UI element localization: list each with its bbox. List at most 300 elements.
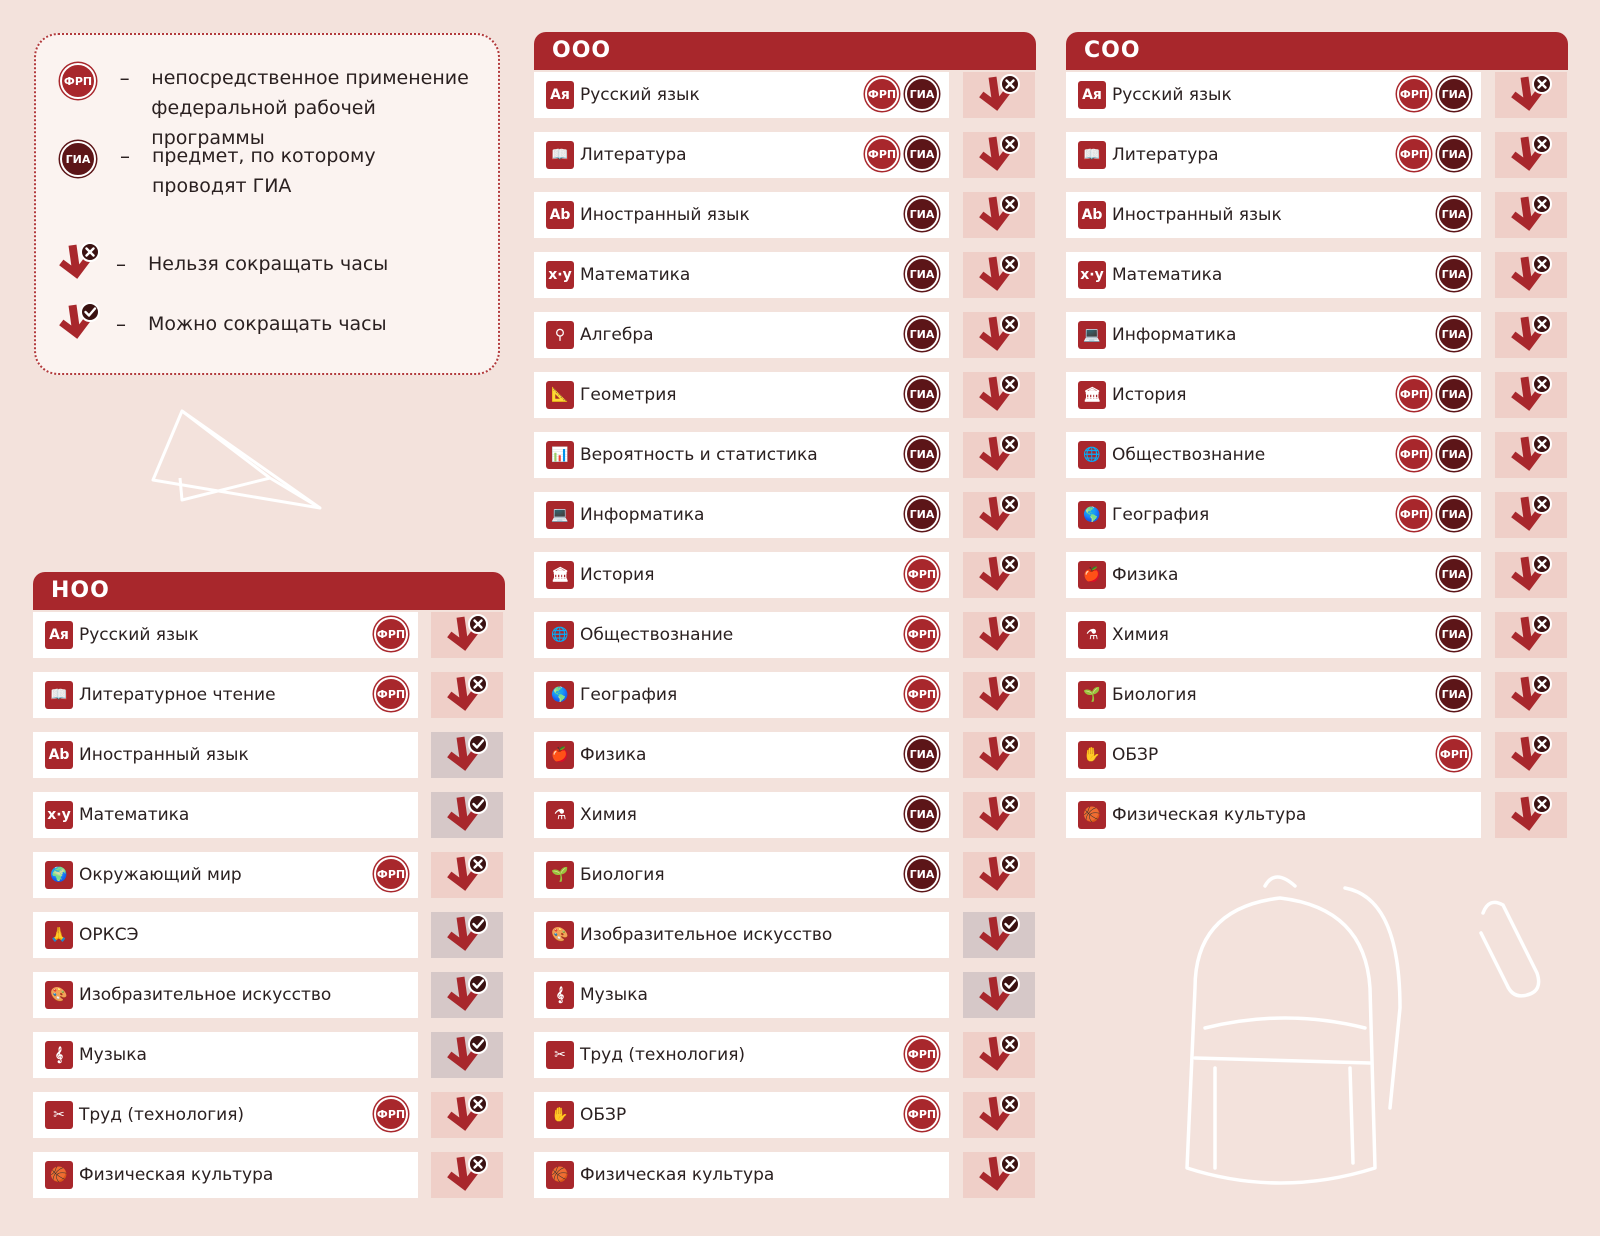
no-reduce-arrow-icon: [1508, 373, 1554, 417]
plant-icon: 🌱: [546, 861, 574, 889]
gia-badge-icon: ГИА: [905, 257, 939, 291]
no-reduce-arrow-icon: [1508, 133, 1554, 177]
gia-badge-icon: ГИА: [1437, 437, 1471, 471]
no-reduce-cell: [963, 192, 1035, 238]
subject-label: Иностранный язык: [79, 745, 249, 765]
subject-cell: [534, 372, 949, 418]
table-row: [534, 792, 1036, 838]
table-row: [534, 312, 1036, 358]
tools-icon: ✂: [546, 1041, 574, 1069]
no-reduce-cell: [963, 132, 1035, 178]
table-row: [1066, 552, 1568, 598]
no-reduce-cell: [1495, 732, 1567, 778]
music-icon: 𝄞: [546, 981, 574, 1009]
no-reduce-arrow-icon: [976, 1093, 1022, 1137]
tools-icon: ✂: [45, 1101, 73, 1129]
frp-badge-icon: ФРП: [60, 63, 96, 99]
book-icon: 📖: [546, 141, 574, 169]
subject-cell: [534, 732, 949, 778]
globe-icon: 🌎: [1078, 501, 1106, 529]
society-icon: 🌐: [546, 621, 574, 649]
ooo-header: ООО: [534, 32, 1036, 70]
subject-label: Информатика: [1112, 325, 1237, 345]
legend: [34, 33, 500, 375]
table-row: [33, 732, 505, 778]
globe-icon: 🌎: [546, 681, 574, 709]
no-reduce-arrow-icon: [1508, 73, 1554, 117]
no-reduce-arrow-icon: [1508, 673, 1554, 717]
subject-cell: [1066, 552, 1481, 598]
table-row: [33, 1092, 505, 1138]
subject-cell: [534, 132, 949, 178]
computer-icon: 💻: [546, 501, 574, 529]
subject-label: Музыка: [79, 1045, 147, 1065]
noo-table: [33, 572, 505, 1185]
gia-badge-icon: ГИА: [1437, 677, 1471, 711]
table-row: [534, 1092, 1036, 1138]
book-icon: 📖: [1078, 141, 1106, 169]
no-reduce-cell: [963, 612, 1035, 658]
table-row: [1066, 732, 1568, 778]
no-reduce-cell: [963, 672, 1035, 718]
no-reduce-cell: [963, 492, 1035, 538]
subject-label: Математика: [580, 265, 691, 285]
can-reduce-cell: [963, 972, 1035, 1018]
frp-badge-icon: ФРП: [374, 677, 408, 711]
math-icon: x·y: [45, 801, 73, 829]
table-row: [534, 72, 1036, 118]
subject-cell: [1066, 132, 1481, 178]
no-reduce-cell: [963, 1032, 1035, 1078]
no-reduce-cell: [963, 312, 1035, 358]
frp-badge-icon: ФРП: [374, 857, 408, 891]
subject-cell: [33, 972, 418, 1018]
subject-label: Музыка: [580, 985, 648, 1005]
no-reduce-arrow-icon: [444, 1093, 490, 1137]
subject-cell: [534, 852, 949, 898]
subject-label: Геометрия: [580, 385, 677, 405]
palette-icon: 🎨: [45, 981, 73, 1009]
subject-label: Обществознание: [580, 625, 734, 645]
no-reduce-cell: [1495, 372, 1567, 418]
table-row: [33, 1152, 505, 1198]
no-reduce-arrow-icon: [1508, 193, 1554, 237]
table-row: [534, 132, 1036, 178]
gia-badge-icon: ГИА: [905, 137, 939, 171]
subject-label: Физическая культура: [580, 1165, 775, 1185]
can-reduce-arrow-icon: [444, 973, 490, 1017]
frp-badge-icon: ФРП: [374, 617, 408, 651]
table-row: [33, 1032, 505, 1078]
table-row: [534, 852, 1036, 898]
computer-icon: 💻: [1078, 321, 1106, 349]
subject-label: Физическая культура: [79, 1165, 274, 1185]
frp-badge-icon: ФРП: [1397, 377, 1431, 411]
shield-hand-icon: ✋: [1078, 741, 1106, 769]
palette-icon: 🎨: [546, 921, 574, 949]
no-reduce-arrow-icon: [1508, 793, 1554, 837]
ooo-table: [534, 32, 1036, 1185]
frp-badge-icon: ФРП: [905, 557, 939, 591]
subject-cell: [1066, 492, 1481, 538]
subject-label: Окружающий мир: [79, 865, 242, 885]
table-row: [1066, 792, 1568, 838]
table-row: [1066, 672, 1568, 718]
no-reduce-arrow-icon: [976, 553, 1022, 597]
book-icon: 📖: [45, 681, 73, 709]
paperclip-icon: [1475, 895, 1545, 1005]
subject-cell: [534, 612, 949, 658]
legend-can-reduce: – Можно сокращать часы: [60, 309, 488, 347]
gia-badge-icon: ГИА: [905, 857, 939, 891]
no-reduce-arrow-icon: [976, 1153, 1022, 1197]
subject-label: Литературное чтение: [79, 685, 276, 705]
frp-badge-icon: ФРП: [1397, 137, 1431, 171]
frp-badge-icon: ФРП: [865, 77, 899, 111]
basketball-icon: 🏀: [546, 1161, 574, 1189]
table-row: [33, 792, 505, 838]
no-reduce-arrow-icon: [1508, 553, 1554, 597]
frp-badge-icon: ФРП: [1397, 77, 1431, 111]
can-reduce-arrow-icon: [444, 913, 490, 957]
no-reduce-cell: [963, 552, 1035, 598]
table-row: [534, 492, 1036, 538]
no-reduce-cell: [963, 732, 1035, 778]
shield-hand-icon: ✋: [546, 1101, 574, 1129]
no-reduce-arrow-icon: [976, 313, 1022, 357]
no-reduce-cell: [1495, 312, 1567, 358]
no-reduce-arrow-icon: [976, 493, 1022, 537]
gia-badge-icon: ГИА: [1437, 377, 1471, 411]
no-reduce-cell: [1495, 672, 1567, 718]
subject-label: Математика: [79, 805, 190, 825]
backpack-icon: [1175, 868, 1405, 1198]
society-icon: 🌐: [1078, 441, 1106, 469]
physics-icon: 🍎: [546, 741, 574, 769]
subject-cell: [33, 732, 418, 778]
subject-cell: [1066, 672, 1481, 718]
table-row: [1066, 612, 1568, 658]
no-reduce-arrow-icon: [976, 73, 1022, 117]
subject-cell: [534, 972, 949, 1018]
table-row: [534, 192, 1036, 238]
subject-label: Труд (технология): [79, 1105, 245, 1125]
gia-badge-icon: ГИА: [905, 737, 939, 771]
no-reduce-arrow-icon: [976, 793, 1022, 837]
subject-label: Химия: [1112, 625, 1169, 645]
gia-badge-icon: ГИА: [905, 377, 939, 411]
table-row: [1066, 492, 1568, 538]
gia-badge-icon: ГИА: [905, 317, 939, 351]
subject-label: Изобразительное искусство: [79, 985, 332, 1005]
table-row: [534, 1152, 1036, 1198]
subject-cell: [534, 552, 949, 598]
can-reduce-arrow-icon: [56, 301, 102, 347]
subject-label: Литература: [1112, 145, 1219, 165]
frp-badge-icon: ФРП: [1437, 737, 1471, 771]
subject-cell: [534, 72, 949, 118]
subject-cell: [33, 1092, 418, 1138]
music-icon: 𝄞: [45, 1041, 73, 1069]
can-reduce-cell: [431, 732, 503, 778]
can-reduce-cell: [431, 792, 503, 838]
table-row: [33, 672, 505, 718]
gia-badge-icon: ГИА: [1437, 197, 1471, 231]
physics-icon: 🍎: [1078, 561, 1106, 589]
math-icon: x·y: [546, 261, 574, 289]
no-reduce-arrow-icon: [1508, 433, 1554, 477]
globe-hand-icon: 🌍: [45, 861, 73, 889]
gia-badge-icon: ГИА: [1437, 497, 1471, 531]
table-row: [534, 552, 1036, 598]
table-row: [33, 852, 505, 898]
subject-cell: [1066, 732, 1481, 778]
subject-cell: [1066, 72, 1481, 118]
no-reduce-cell: [431, 672, 503, 718]
frp-badge-icon: ФРП: [905, 617, 939, 651]
table-row: [534, 432, 1036, 478]
no-reduce-cell: [1495, 72, 1567, 118]
foreign-language-icon: Ab: [1078, 201, 1106, 229]
subject-label: ОБЗР: [580, 1105, 627, 1125]
subject-label: География: [580, 685, 678, 705]
legend-no-reduce: – Нельзя сокращать часы: [60, 249, 488, 287]
can-reduce-arrow-icon: [444, 793, 490, 837]
no-reduce-cell: [963, 432, 1035, 478]
no-reduce-arrow-icon: [1508, 733, 1554, 777]
table-row: [1066, 192, 1568, 238]
subject-label: Русский язык: [580, 85, 700, 105]
subject-label: Биология: [580, 865, 665, 885]
no-reduce-cell: [431, 612, 503, 658]
no-reduce-cell: [963, 852, 1035, 898]
table-row: [1066, 252, 1568, 298]
no-reduce-cell: [431, 852, 503, 898]
statistics-icon: 📊: [546, 441, 574, 469]
subject-label: История: [580, 565, 655, 585]
gia-badge-icon: ГИА: [905, 797, 939, 831]
flask-icon: ⚗: [1078, 621, 1106, 649]
frp-badge-icon: ФРП: [905, 677, 939, 711]
subject-cell: [33, 1152, 418, 1198]
subject-cell: [1066, 432, 1481, 478]
russian-icon: Ая: [546, 81, 574, 109]
subject-label: Обществознание: [1112, 445, 1266, 465]
no-reduce-arrow-icon: [976, 853, 1022, 897]
can-reduce-cell: [431, 972, 503, 1018]
subject-label: Русский язык: [79, 625, 199, 645]
gia-badge-icon: ГИА: [1437, 137, 1471, 171]
no-reduce-arrow-icon: [1508, 493, 1554, 537]
column-icon: 🏛: [546, 561, 574, 589]
frp-badge-icon: ФРП: [374, 1097, 408, 1131]
no-reduce-arrow-icon: [444, 1153, 490, 1197]
legend-gia: ГИА – предмет, по которому проводят ГИА: [60, 141, 488, 201]
table-row: [1066, 372, 1568, 418]
subject-label: Физика: [1112, 565, 1179, 585]
gia-badge-icon: ГИА: [1437, 317, 1471, 351]
can-reduce-cell: [431, 912, 503, 958]
subject-label: Вероятность и статистика: [580, 445, 818, 465]
table-row: [534, 612, 1036, 658]
no-reduce-cell: [963, 792, 1035, 838]
gia-badge-icon: ГИА: [1437, 257, 1471, 291]
subject-cell: [534, 912, 949, 958]
subject-cell: [33, 672, 418, 718]
table-row: [1066, 72, 1568, 118]
subject-cell: [534, 312, 949, 358]
no-reduce-cell: [963, 252, 1035, 298]
no-reduce-cell: [1495, 252, 1567, 298]
no-reduce-arrow-icon: [56, 241, 102, 285]
no-reduce-cell: [1495, 132, 1567, 178]
no-reduce-arrow-icon: [444, 853, 490, 897]
no-reduce-arrow-icon: [1508, 613, 1554, 657]
gia-badge-icon: ГИА: [1437, 77, 1471, 111]
table-row: [534, 912, 1036, 958]
no-reduce-arrow-icon: [1508, 313, 1554, 357]
subject-label: Биология: [1112, 685, 1197, 705]
subject-label: ОРКСЭ: [79, 925, 139, 945]
frp-badge-icon: ФРП: [865, 137, 899, 171]
subject-cell: [33, 1032, 418, 1078]
soo-table: [1066, 32, 1568, 825]
subject-label: Изобразительное искусство: [580, 925, 833, 945]
table-row: [1066, 132, 1568, 178]
subject-label: География: [1112, 505, 1210, 525]
subject-cell: [534, 672, 949, 718]
no-reduce-cell: [1495, 492, 1567, 538]
gia-badge-icon: ГИА: [60, 141, 96, 177]
subject-cell: [33, 612, 418, 658]
subject-cell: [33, 792, 418, 838]
can-reduce-arrow-icon: [56, 301, 102, 345]
no-reduce-cell: [1495, 552, 1567, 598]
subject-cell: [33, 852, 418, 898]
paper-plane-icon: [150, 408, 325, 513]
subject-label: Математика: [1112, 265, 1223, 285]
can-reduce-cell: [431, 1032, 503, 1078]
gia-badge-icon: ГИА: [1437, 557, 1471, 591]
praying-hands-icon: 🙏: [45, 921, 73, 949]
subject-cell: [534, 1032, 949, 1078]
ruler-icon: 📐: [546, 381, 574, 409]
can-reduce-arrow-icon: [976, 973, 1022, 1017]
table-row: [534, 252, 1036, 298]
table-row: [33, 912, 505, 958]
subject-cell: [1066, 372, 1481, 418]
russian-icon: Ая: [45, 621, 73, 649]
subject-label: Труд (технология): [580, 1045, 746, 1065]
table-row: [1066, 432, 1568, 478]
no-reduce-cell: [963, 1152, 1035, 1198]
table-row: [534, 672, 1036, 718]
subject-cell: [534, 1152, 949, 1198]
subject-cell: [534, 252, 949, 298]
subject-cell: [1066, 192, 1481, 238]
no-reduce-arrow-icon: [444, 613, 490, 657]
subject-label: Информатика: [580, 505, 705, 525]
no-reduce-arrow-icon: [976, 1033, 1022, 1077]
no-reduce-cell: [431, 1092, 503, 1138]
basketball-icon: 🏀: [45, 1161, 73, 1189]
table-row: [33, 612, 505, 658]
no-reduce-arrow-icon: [976, 733, 1022, 777]
no-reduce-arrow-icon: [976, 433, 1022, 477]
subject-cell: [1066, 612, 1481, 658]
can-reduce-arrow-icon: [444, 1033, 490, 1077]
table-row: [534, 732, 1036, 778]
table-row: [1066, 312, 1568, 358]
subject-label: Иностранный язык: [1112, 205, 1282, 225]
subject-label: Иностранный язык: [580, 205, 750, 225]
compass-icon: ⚲: [546, 321, 574, 349]
subject-cell: [1066, 252, 1481, 298]
subject-cell: [534, 1092, 949, 1138]
no-reduce-arrow-icon: [976, 193, 1022, 237]
can-reduce-cell: [963, 912, 1035, 958]
subject-cell: [33, 912, 418, 958]
table-row: [534, 372, 1036, 418]
math-icon: x·y: [1078, 261, 1106, 289]
gia-badge-icon: ГИА: [905, 197, 939, 231]
noo-header: НОО: [33, 572, 505, 610]
subject-cell: [1066, 792, 1481, 838]
no-reduce-cell: [1495, 792, 1567, 838]
flask-icon: ⚗: [546, 801, 574, 829]
table-row: [534, 1032, 1036, 1078]
can-reduce-arrow-icon: [444, 733, 490, 777]
subject-label: Алгебра: [580, 325, 654, 345]
no-reduce-arrow-icon: [976, 253, 1022, 297]
subject-label: Русский язык: [1112, 85, 1232, 105]
basketball-icon: 🏀: [1078, 801, 1106, 829]
no-reduce-arrow-icon: [976, 373, 1022, 417]
gia-badge-icon: ГИА: [1437, 617, 1471, 651]
no-reduce-arrow-icon: [444, 673, 490, 717]
subject-cell: [534, 432, 949, 478]
soo-header: СОО: [1066, 32, 1568, 70]
no-reduce-cell: [431, 1152, 503, 1198]
no-reduce-cell: [963, 1092, 1035, 1138]
no-reduce-arrow-icon: [1508, 253, 1554, 297]
no-reduce-cell: [1495, 612, 1567, 658]
subject-label: Химия: [580, 805, 637, 825]
subject-cell: [534, 192, 949, 238]
subject-cell: [534, 792, 949, 838]
legend-frp: ФРП – непосредственное применение федеральной рабочей программы: [60, 63, 488, 153]
subject-cell: [534, 492, 949, 538]
frp-badge-icon: ФРП: [905, 1097, 939, 1131]
plant-icon: 🌱: [1078, 681, 1106, 709]
no-reduce-cell: [1495, 192, 1567, 238]
column-icon: 🏛: [1078, 381, 1106, 409]
frp-badge-icon: ФРП: [905, 1037, 939, 1071]
table-row: [534, 972, 1036, 1018]
no-reduce-cell: [963, 72, 1035, 118]
can-reduce-arrow-icon: [976, 913, 1022, 957]
subject-label: Физика: [580, 745, 647, 765]
no-reduce-cell: [963, 372, 1035, 418]
frp-badge-icon: ФРП: [1397, 437, 1431, 471]
frp-badge-icon: ФРП: [1397, 497, 1431, 531]
subject-label: История: [1112, 385, 1187, 405]
gia-badge-icon: ГИА: [905, 437, 939, 471]
table-row: [33, 972, 505, 1018]
subject-label: Литература: [580, 145, 687, 165]
foreign-language-icon: Ab: [45, 741, 73, 769]
no-reduce-arrow-icon: [976, 133, 1022, 177]
